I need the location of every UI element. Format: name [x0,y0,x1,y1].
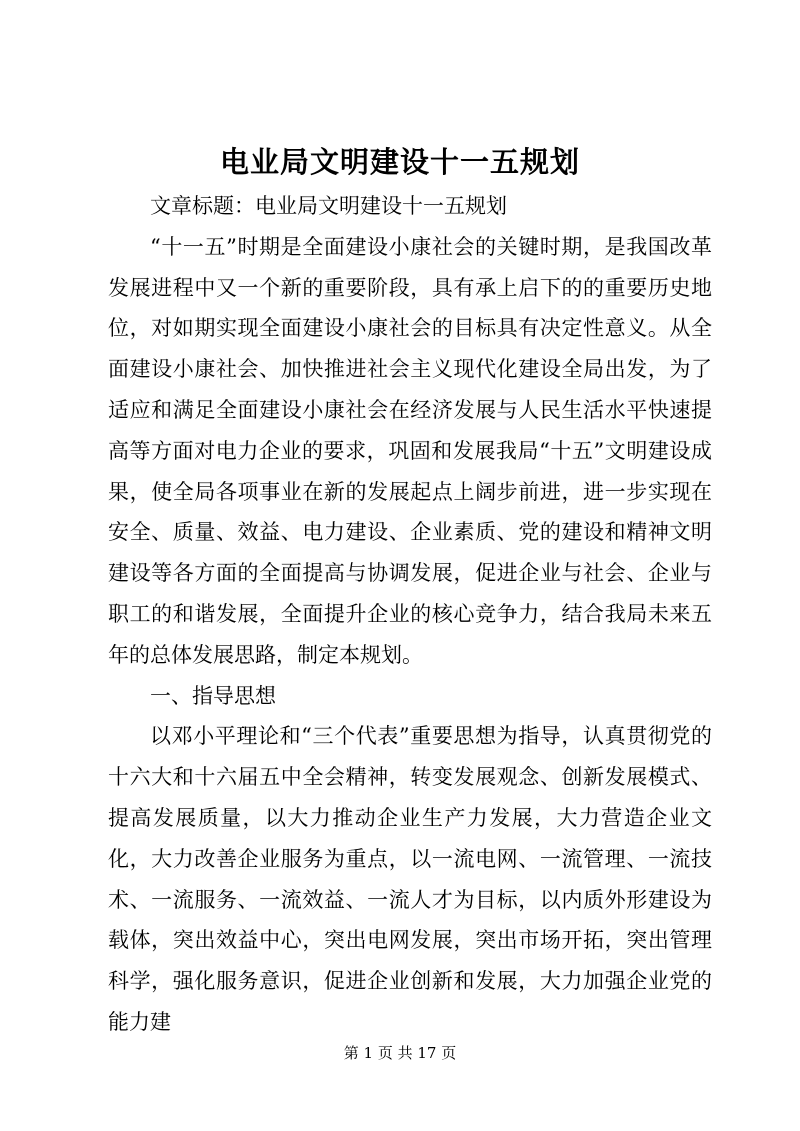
document-body [108,186,712,1043]
page-number-footer: 第 1 页 共 17 页 [343,1044,457,1062]
article-title-line: 文章标题：电业局文明建设十一五规划 [150,194,507,218]
intro-paragraph: “十一五”时期是全面建设小康社会的关键时期，是我国改革发展进程中又一个新的重要阶段，具有承上启下的的重要历史地位，对如期实现全面建设小康社会的目标具有决定性意义。从全面建设小康社会、加快推进社会主义现代化建设全局出发，为了适应和满足全面建设小康社会在经济发展与人民生活水平快速提高等方面对电力企业的要求，巩固和发展我局“十五”文明建设成果，使全局各项事业在新的发展起点上阔步前进，进一步实现在安全、质量、效益、电力建设、企业素质、党的建设和精神文明建设等各方面的全面提高与协调发展，促进企业与社会、企业与职工的和谐发展，全面提升企业的核心竞争力，结合我局未来五年的总体发展思路，制定本规划。 [108,234,712,667]
document-title: 电业局文明建设十一五规划 [219,145,580,179]
section-heading: 一、指导思想 [150,683,276,708]
guiding-principles-paragraph: 以邓小平理论和“三个代表”重要思想为指导，认真贯彻党的十六大和十六届五中全会精神，转变发展观念、创新发展模式、提高发展质量，以大力推动企业生产力发展，大力营造企业文化，大力改善企业服务为重点，以一流电网、一流管理、一流技术、一流服务、一流效益、一流人才为目标，以内质外形建设为载体，突出效益中心，突出电网发展，突出市场开拓，突出管理科学，强化服务意识，促进企业创新和发展，大力加强企业党的能力建 [108,724,712,1034]
